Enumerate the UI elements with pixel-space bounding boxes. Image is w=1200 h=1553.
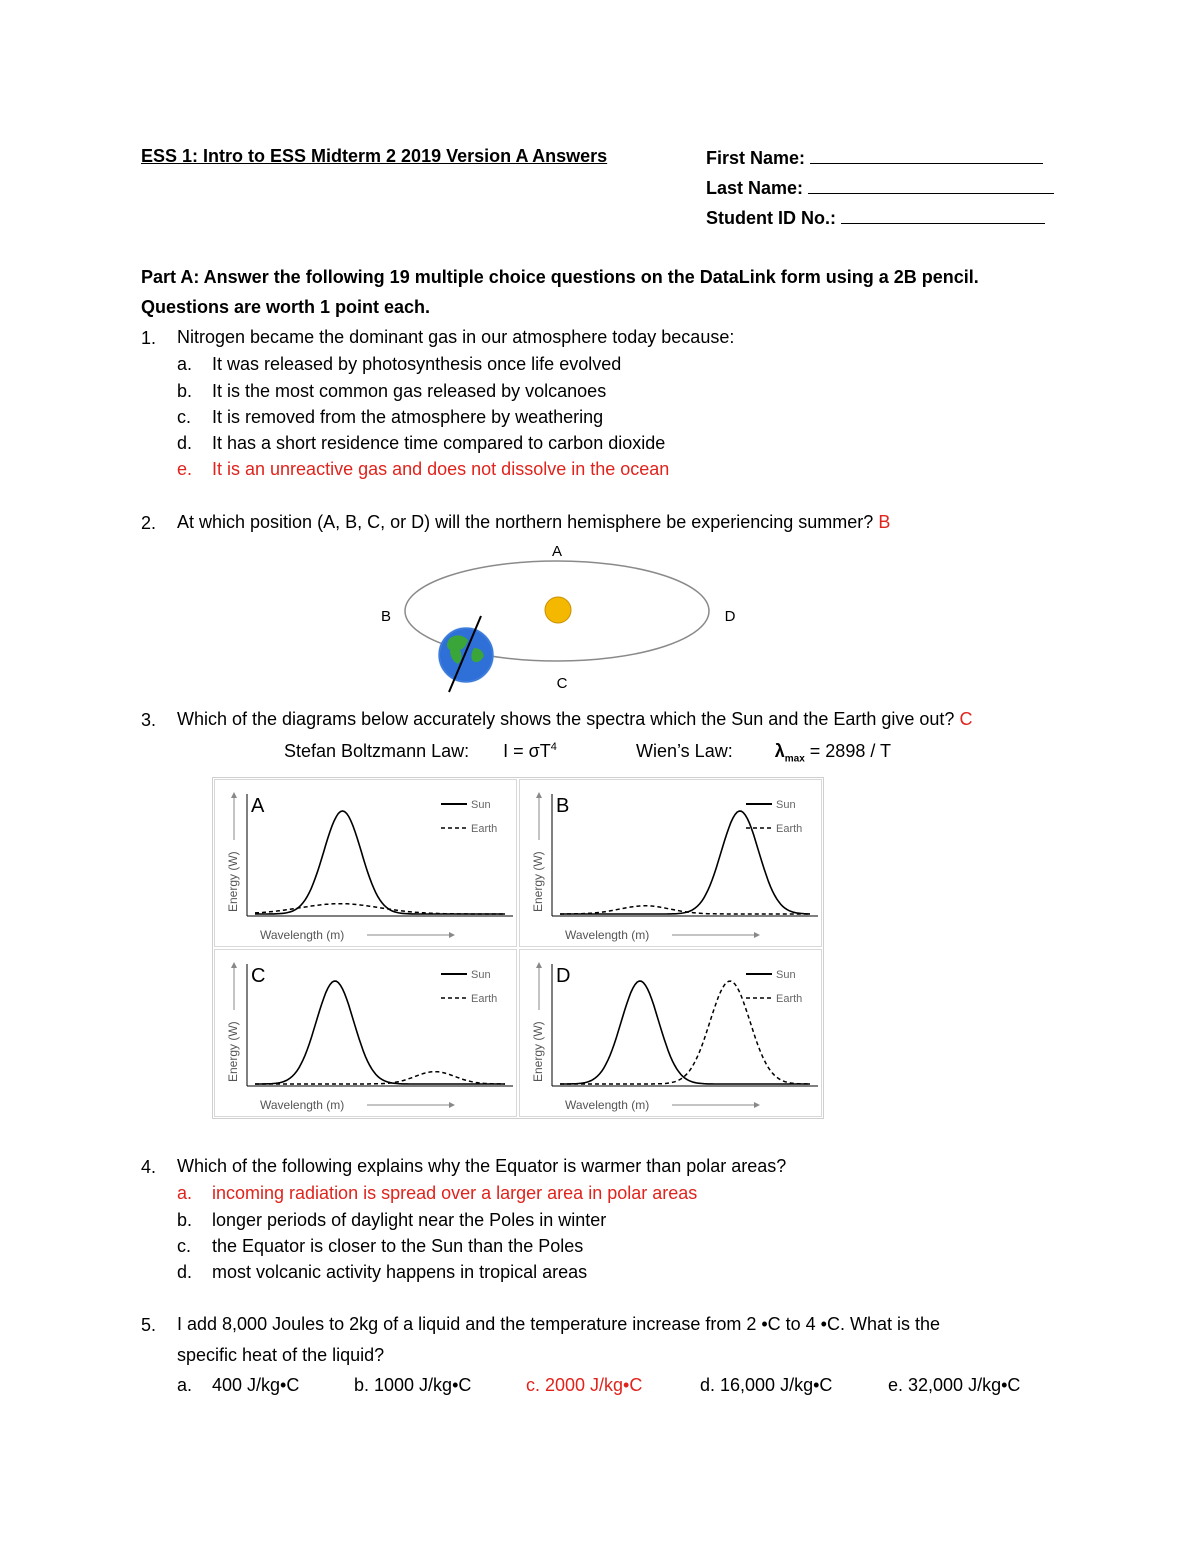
stefan-exponent: 4 — [550, 741, 557, 753]
q1-number: 1. — [141, 328, 157, 348]
q5-text-line2: specific heat of the liquid? — [177, 1345, 385, 1365]
legend-sun-label: Sun — [776, 969, 796, 981]
panel-label-c: C — [251, 965, 266, 987]
stefan-label: Stefan Boltzmann Law: — [284, 741, 470, 761]
x-axis-label: Wavelength (m) — [260, 1098, 345, 1112]
last-name-label: Last Name: — [706, 178, 804, 198]
spectrum-panel-b — [519, 779, 822, 947]
y-axis-arrowhead — [536, 792, 542, 798]
y-axis-label: Energy (W) — [531, 851, 545, 912]
sun-spectrum-curve — [560, 811, 810, 914]
q5-option-e: e. 32,000 J/kg•C — [888, 1375, 1021, 1395]
position-c-label: C — [556, 675, 568, 692]
q1-option-d: It has a short residence time compared to carbon dioxide — [212, 433, 666, 453]
q1-option-c: It is removed from the atmosphere by weathering — [212, 407, 604, 427]
student-id-field[interactable] — [841, 207, 1045, 224]
q5-text-line1: I add 8,000 Joules to 2kg of a liquid and the temperature increase from 2 •C to 4 •C. What is the — [177, 1314, 941, 1334]
sun-spectrum-curve — [255, 811, 505, 914]
q5-option-a: 400 J/kg•C — [212, 1375, 300, 1395]
q1-option-e-letter: e. — [177, 459, 193, 479]
q1-option-c-letter: c. — [177, 407, 192, 427]
legend-sun-label: Sun — [471, 969, 491, 981]
first-name-label: First Name: — [706, 148, 806, 168]
q3-number: 3. — [141, 710, 157, 730]
sun-spectrum-curve — [255, 981, 505, 1084]
q1-option-e-answer: It is an unreactive gas and does not dissolve in the ocean — [212, 459, 670, 479]
legend-earth-label: Earth — [471, 993, 498, 1005]
wien-rest: = 2898 / T — [804, 741, 892, 761]
wien-label: Wien’s Law: — [636, 741, 733, 761]
spectrum-svg-a — [215, 780, 516, 946]
x-axis-arrowhead — [449, 1102, 455, 1108]
q4-option-a-answer: incoming radiation is spread over a larger area in polar areas — [212, 1183, 698, 1203]
q5-number: 5. — [141, 1315, 157, 1335]
sun-spectrum-curve — [560, 981, 810, 1084]
position-a-label: A — [551, 543, 563, 560]
q4-option-c: the Equator is closer to the Sun than the Poles — [212, 1236, 584, 1256]
panel-label-b: B — [556, 795, 570, 817]
wien-subscript: max — [784, 753, 805, 765]
q5-option-a-letter: a. — [177, 1375, 193, 1395]
q5-option-b: b. 1000 J/kg•C — [354, 1375, 472, 1395]
first-name-field[interactable] — [810, 147, 1043, 164]
q2-text: At which position (A, B, C, or D) will the northern hemisphere be experiencing summer? — [177, 512, 874, 532]
q1-option-a-letter: a. — [177, 354, 193, 374]
spectrum-svg-c — [215, 950, 516, 1116]
q4-option-d-letter: d. — [177, 1262, 193, 1282]
x-axis-label: Wavelength (m) — [565, 1098, 650, 1112]
position-d-label: D — [724, 608, 736, 625]
x-axis-arrowhead — [754, 1102, 760, 1108]
y-axis-arrowhead — [231, 962, 237, 968]
q3-text: Which of the diagrams below accurately shows the spectra which the Sun and the Earth give out? — [177, 709, 955, 729]
y-axis-label: Energy (W) — [531, 1021, 545, 1082]
student-id-label: Student ID No.: — [706, 208, 836, 228]
sun-icon — [545, 597, 571, 623]
y-axis-label: Energy (W) — [226, 851, 240, 912]
y-axis-label: Energy (W) — [226, 1021, 240, 1082]
earth-spectrum-curve — [560, 981, 810, 1084]
spectrum-panel-c — [214, 949, 517, 1117]
q4-option-a-letter: a. — [177, 1183, 193, 1203]
y-axis-arrowhead — [536, 962, 542, 968]
part-a-instructions: Part A: Answer the following 19 multiple choice questions on the DataLink form using a 2B pencil. — [141, 267, 979, 287]
panel-label-a: A — [251, 795, 265, 817]
last-name-row — [706, 177, 1054, 197]
stefan-formula: I = σT — [503, 741, 551, 761]
q4-text: Which of the following explains why the Equator is warmer than polar areas? — [177, 1156, 787, 1176]
student-id-row — [706, 207, 1045, 227]
q1-option-d-letter: d. — [177, 433, 193, 453]
spectrum-svg-b — [520, 780, 821, 946]
spectrum-panel-d — [519, 949, 822, 1117]
stefan-boltzmann-law — [284, 742, 557, 760]
legend-sun-label: Sun — [471, 799, 491, 811]
q1-text: Nitrogen became the dominant gas in our atmosphere today because: — [177, 327, 735, 347]
x-axis-label: Wavelength (m) — [260, 928, 345, 942]
x-axis-arrowhead — [754, 932, 760, 938]
last-name-field[interactable] — [808, 177, 1054, 194]
q5-option-c-answer: c. 2000 J/kg•C — [526, 1375, 643, 1395]
earth-icon — [439, 616, 493, 692]
spectrum-panel-a — [214, 779, 517, 947]
legend-earth-label: Earth — [471, 823, 498, 835]
q1-option-b: It is the most common gas released by volcanoes — [212, 381, 607, 401]
x-axis-label: Wavelength (m) — [565, 928, 650, 942]
q1-option-a: It was released by photosynthesis once life evolved — [212, 354, 622, 374]
q3-question — [177, 710, 972, 728]
part-a-points: Questions are worth 1 point each. — [141, 297, 431, 317]
x-axis-arrowhead — [449, 932, 455, 938]
wien-lambda: λ — [774, 741, 785, 761]
q1-option-b-letter: b. — [177, 381, 193, 401]
legend-earth-label: Earth — [776, 993, 803, 1005]
page-title: ESS 1: Intro to ESS Midterm 2 2019 Version A Answers — [141, 146, 608, 166]
orbit-diagram — [370, 540, 760, 695]
q3-answer: C — [959, 709, 973, 729]
position-b-label: B — [380, 608, 392, 625]
earth-spectrum-curve — [255, 904, 505, 914]
spectra-diagrams — [212, 777, 824, 1119]
legend-sun-label: Sun — [776, 799, 796, 811]
y-axis-arrowhead — [231, 792, 237, 798]
q4-option-c-letter: c. — [177, 1236, 192, 1256]
q4-number: 4. — [141, 1157, 157, 1177]
q2-answer: B — [878, 512, 891, 532]
first-name-row — [706, 147, 1043, 167]
q4-option-d: most volcanic activity happens in tropical areas — [212, 1262, 588, 1282]
wiens-law — [636, 742, 891, 765]
spectrum-svg-d — [520, 950, 821, 1116]
q5-option-d: d. 16,000 J/kg•C — [700, 1375, 833, 1395]
legend-earth-label: Earth — [776, 823, 803, 835]
q4-option-b-letter: b. — [177, 1210, 193, 1230]
panel-label-d: D — [556, 965, 571, 987]
q2-question — [177, 513, 890, 531]
q4-option-b: longer periods of daylight near the Poles in winter — [212, 1210, 607, 1230]
q2-number: 2. — [141, 513, 157, 533]
